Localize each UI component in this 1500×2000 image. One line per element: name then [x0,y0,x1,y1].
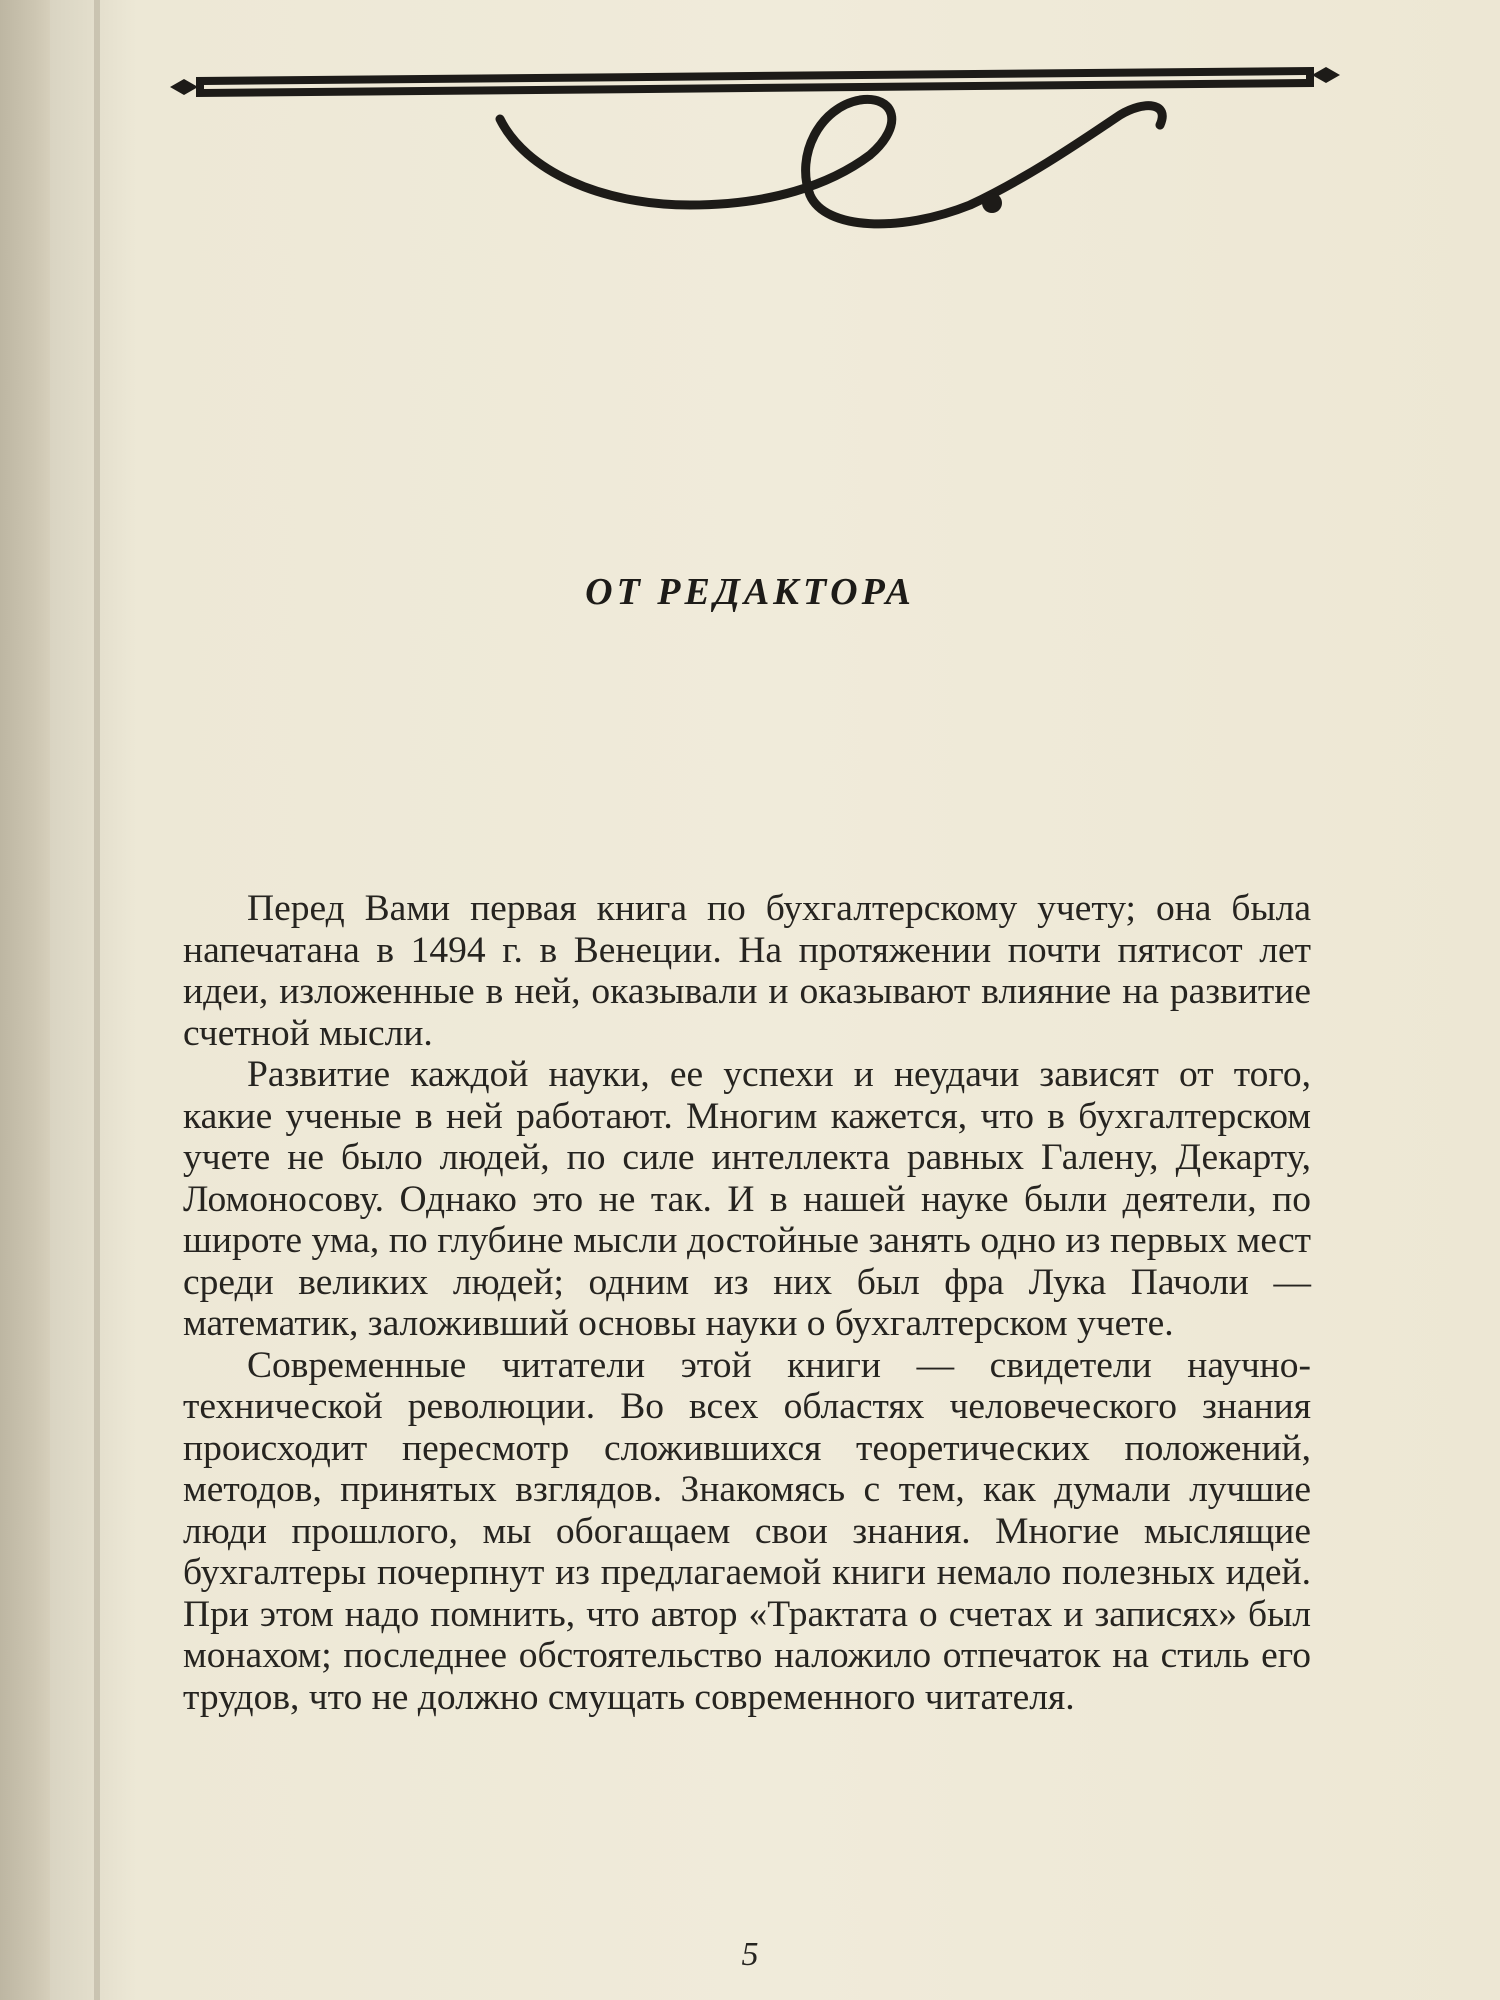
book-gutter [0,0,50,2000]
page-title: ОТ РЕДАКТОРА [585,571,915,613]
page-number: 5 [741,1936,759,1973]
scroll-flourish-ornament-icon [170,55,1340,235]
body-text [183,888,1311,1718]
paragraph-2: Развитие каждой науки, ее успехи и неудачи зависят от того, какие ученые в ней работают. Многим кажется, что в бухгалтерском учете не было людей, по силе интеллекта равных Галену, Декарту, Ломоносову. Однако это не так. И в нашей науке были деятели, по широте ума, по глубине мысли достойные занять одно из первых мест среди великих людей; одним из них был фра Лука Пачоли — математик, заложивший основы науки о бухгалтерском учете. [183,1054,1311,1344]
spine-shadow [94,0,100,2000]
paragraph-3: Современные читатели этой книги — свидетели научно-технической революции. Во всех областях человеческого знания происходит пересмотр сложившихся теоретических положений, методов, принятых взглядов. Знакомясь с тем, как думали лучшие люди прошлого, мы обогащаем свои знания. Многие мыслящие бухгалтеры почерпнут из предлагаемой книги немало полезных идей. При этом надо помнить, что автор «Трактата о счетах и записях» был монахом; последнее обстоятельство наложило отпечаток на стиль его трудов, что не должно смущать современного читателя. [183,1344,1311,1718]
paragraph-1: Перед Вами первая книга по бухгалтерскому учету; она была напечатана в 1494 г. в Венеции. На протяжении почти пятисот лет идеи, изложенные в ней, оказывали и оказывают влияние на развитие счетной мысли. [183,888,1311,1054]
